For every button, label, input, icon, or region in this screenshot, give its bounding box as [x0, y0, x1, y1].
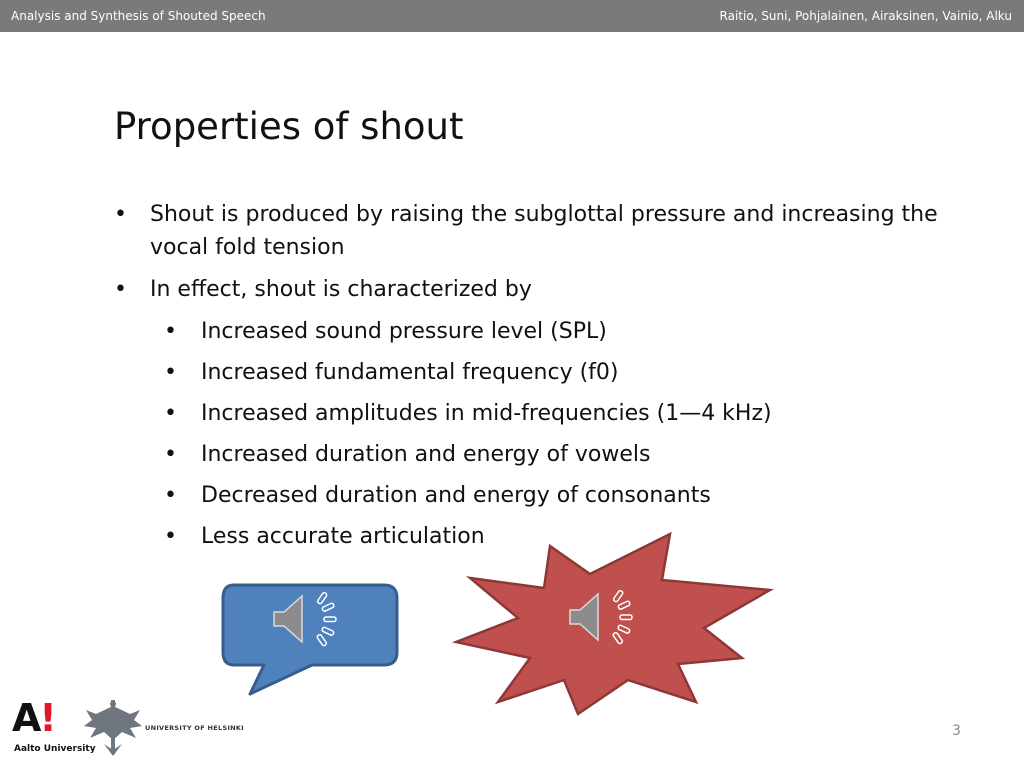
bullet-text: In effect, shout is characterized by: [150, 277, 532, 302]
sub-bullet-item: [114, 356, 944, 389]
bullet-icon: •: [164, 319, 177, 344]
bullet-item: [114, 273, 944, 306]
aalto-logo-letter: A: [12, 696, 40, 740]
bullet-list: [114, 198, 944, 561]
bullet-icon: •: [164, 524, 177, 549]
authors: Raitio, Suni, Pohjalainen, Airaksinen, Vainio, Alku: [719, 9, 1012, 23]
slide-title: Properties of shout: [114, 105, 464, 148]
aalto-logo-accent: !: [39, 696, 55, 740]
bullet-text: Decreased duration and energy of consonants: [201, 483, 711, 508]
bullet-icon: •: [164, 483, 177, 508]
university-of-helsinki-label: UNIVERSITY OF HELSINKI: [145, 724, 244, 732]
bullet-icon: •: [164, 442, 177, 467]
bullet-text: Increased sound pressure level (SPL): [201, 319, 607, 344]
bullet-item: [114, 198, 944, 264]
shouted-speech-audio-button[interactable]: [452, 532, 774, 722]
sub-bullet-item: [114, 479, 944, 512]
page-number: 3: [952, 723, 961, 739]
bullet-text: Increased fundamental frequency (f0): [201, 360, 619, 385]
speech-bubble-icon: [220, 582, 402, 698]
bullet-icon: •: [164, 360, 177, 385]
bullet-text: Increased duration and energy of vowels: [201, 442, 651, 467]
bullet-icon: •: [164, 401, 177, 426]
sub-bullet-item: [114, 315, 944, 348]
bullet-text: Increased amplitudes in mid-frequencies (1—4 kHz): [201, 401, 772, 426]
presentation-title: Analysis and Synthesis of Shouted Speech: [11, 9, 266, 23]
bullet-text: Less accurate articulation: [201, 524, 485, 549]
aalto-logo: [12, 698, 72, 738]
sub-bullet-item: [114, 397, 944, 430]
bullet-text: Shout is produced by raising the subglottal pressure and increasing the vocal fold tension: [150, 202, 938, 260]
university-of-helsinki-logo: [82, 698, 144, 756]
header-bar: [0, 0, 1024, 32]
aalto-university-label: Aalto University: [14, 744, 96, 754]
bullet-icon: •: [114, 277, 127, 302]
normal-speech-audio-button[interactable]: [220, 582, 402, 702]
sub-bullet-item: [114, 438, 944, 471]
bullet-icon: •: [114, 202, 127, 227]
shout-burst-icon: [452, 532, 774, 718]
